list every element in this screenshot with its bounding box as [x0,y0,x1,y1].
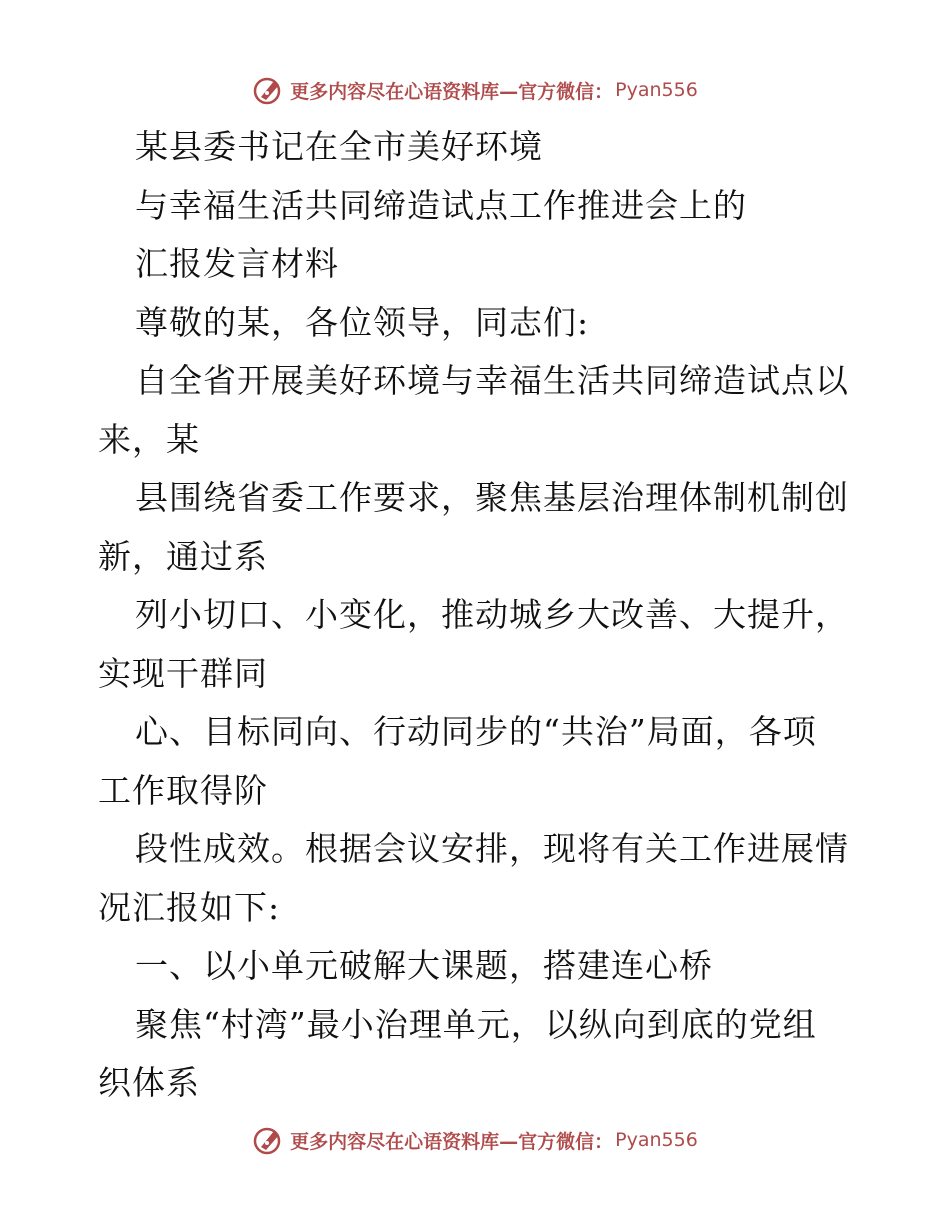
text-line: 与幸福生活共同缔造试点工作推进会上的 [135,185,747,225]
watermark-text: 更多内容尽在心语资料库—官方微信： [290,80,614,103]
text-line: 段性成效。根据会议安排，现将有关工作进展情 [135,829,849,868]
watermark-wechat-id: Pyan556 [615,1129,698,1151]
footer-watermark [0,1120,950,1160]
text-line: 自全省开展美好环境与幸福生活共同缔造试点以 [135,361,849,400]
text-line: 县围绕省委工作要求，聚焦基层治理体制机制创 [135,478,849,517]
text-line: 来，某 [98,419,200,459]
text-line: 织体系 [98,1063,200,1102]
text-line: 某县委书记在全市美好环境 [135,127,543,166]
text-line: 聚焦“村湾”最小治理单元，以纵向到底的党组 [135,1004,817,1044]
watermark-wechat-id: Pyan556 [615,79,698,101]
text-line: 列小切口、小变化，推动城乡大改善、大提升， [135,595,849,634]
text-line: 心、目标同向、行动同步的“共治”局面，各项 [135,712,817,751]
watermark-text: 更多内容尽在心语资料库—官方微信： [290,1130,614,1153]
text-line: 尊敬的某，各位领导，同志们: [135,302,590,342]
text-line: 工作取得阶 [98,770,268,810]
header-watermark [0,70,950,110]
text-line: 一、以小单元破解大课题，搭建连心桥 [135,946,713,985]
pen-nib-icon [252,1123,286,1157]
text-line: 实现干群同 [98,653,268,693]
document-body [98,118,858,1113]
pen-nib-icon [252,73,286,107]
text-line: 新，通过系 [98,536,268,576]
text-line: 况汇报如下: [98,887,281,927]
text-line: 汇报发言材料 [135,244,339,283]
